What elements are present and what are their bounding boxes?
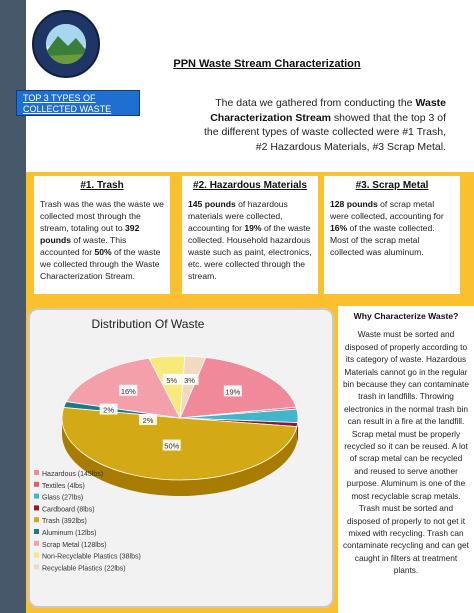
top3-tag: TOP 3 TYPES OF COLLECTED WASTE — [16, 90, 140, 116]
slice-label: 16% — [120, 386, 136, 396]
intro-post: showed that the top 3 of the different types of waste collected were #1 Trash, #2 Hazardous Materials, #3 Scrap Metal. — [203, 111, 446, 153]
legend-label: Recyclable Plastics (22lbs) — [42, 565, 126, 573]
card-title: #2. Hazardous Materials — [193, 180, 307, 191]
legend-label: Trash (392lbs) — [42, 518, 87, 526]
slice-label: 5% — [166, 375, 178, 385]
card-bold: 145 pounds — [188, 199, 236, 209]
pie-chart — [30, 310, 334, 608]
why-title: Why Characterize Waste? — [353, 311, 459, 321]
card-trash — [34, 176, 170, 294]
slice-label: 3% — [184, 375, 195, 385]
slice-label: 19% — [225, 387, 241, 397]
card-text: Trash was the was the waste we collected most through the stream, totaling out to — [40, 199, 164, 233]
intro-bold: Waste Characterization Stream — [210, 97, 446, 124]
slice-label: 2% — [142, 416, 154, 425]
card-title: #3. Scrap Metal — [355, 180, 429, 191]
legend-swatch — [34, 494, 39, 499]
card-title: #1. Trash — [80, 180, 124, 191]
legend-label: Hazardous (145lbs) — [42, 471, 104, 478]
legend-swatch — [34, 517, 39, 522]
card-bold: 19% — [244, 223, 262, 233]
legend-swatch — [34, 505, 39, 510]
why-characterize-panel — [338, 306, 474, 613]
card-bold: 128 pounds — [330, 199, 378, 209]
card-text: of scrap metal were collected, accounting for — [330, 199, 444, 221]
header-left-strip — [0, 0, 26, 172]
card-bold: 50% — [94, 247, 112, 257]
pie-chart-panel — [28, 308, 334, 608]
card-body — [330, 198, 454, 258]
legend-swatch — [34, 564, 39, 569]
why-body: Waste must be sorted and disposed of properly according to its category of waste. Hazardous Materials cannot go in the regular bin because they can contaminate trash in landfills. Throwing electronics in the normal trash bin can result in a fire at the landfill. Scrap metal must be properly recycled so it can be reused. A lot of scrap metal can be recycled and reused to serve another purpose. Aluminum is one of the most recyclable scrap metals. Trash must be sorted and disposed of properly to not get it mixed with recycling. Trash can contaminate recycling and can get caught in filters at treatment plants. — [343, 329, 469, 576]
card-hazardous — [182, 176, 318, 294]
card-text: of the waste collected. Household hazardous waste such as paint, electronics, etc. were collected through the stream. — [188, 223, 312, 281]
legend-swatch — [34, 529, 39, 534]
slice-label: 2% — [103, 405, 115, 415]
legend-swatch — [34, 553, 39, 558]
legend-label: Scrap Metal (128lbs) — [42, 541, 107, 549]
card-text: of the waste collected. Most of the scrap metal collected was aluminum. — [330, 223, 435, 257]
card-bold: 16% — [330, 223, 348, 233]
card-scrap-metal — [324, 176, 460, 294]
legend-swatch — [34, 541, 39, 546]
legend-swatch — [34, 470, 39, 475]
intro-paragraph — [196, 96, 446, 154]
legend-label: Glass (27lbs) — [42, 494, 84, 502]
chart-title: Distribution Of Waste — [91, 317, 205, 331]
card-body — [40, 198, 164, 282]
card-text: of hazardous materials were collected, accounting for — [188, 199, 288, 233]
legend-swatch — [34, 482, 39, 487]
card-text: of the waste we collected through the Waste Characterization Stream. — [40, 247, 161, 281]
legend-label: Aluminum (12lbs) — [42, 530, 97, 537]
header — [0, 0, 474, 172]
card-text: of waste. This accounted for — [40, 235, 127, 257]
legend-label: Cardboard (8lbs) — [42, 506, 95, 514]
card-bold: 392 pounds — [40, 223, 140, 245]
legend-label: Non-Recyclable Plastics (38lbs) — [42, 553, 141, 561]
slice-label: 50% — [164, 441, 180, 451]
intro-pre: The data we gathered from conducting the — [215, 97, 416, 109]
legend-label: Textiles (4lbs) — [42, 482, 85, 490]
page-title: PPN Waste Stream Characterization — [173, 58, 361, 70]
card-body — [188, 198, 312, 282]
